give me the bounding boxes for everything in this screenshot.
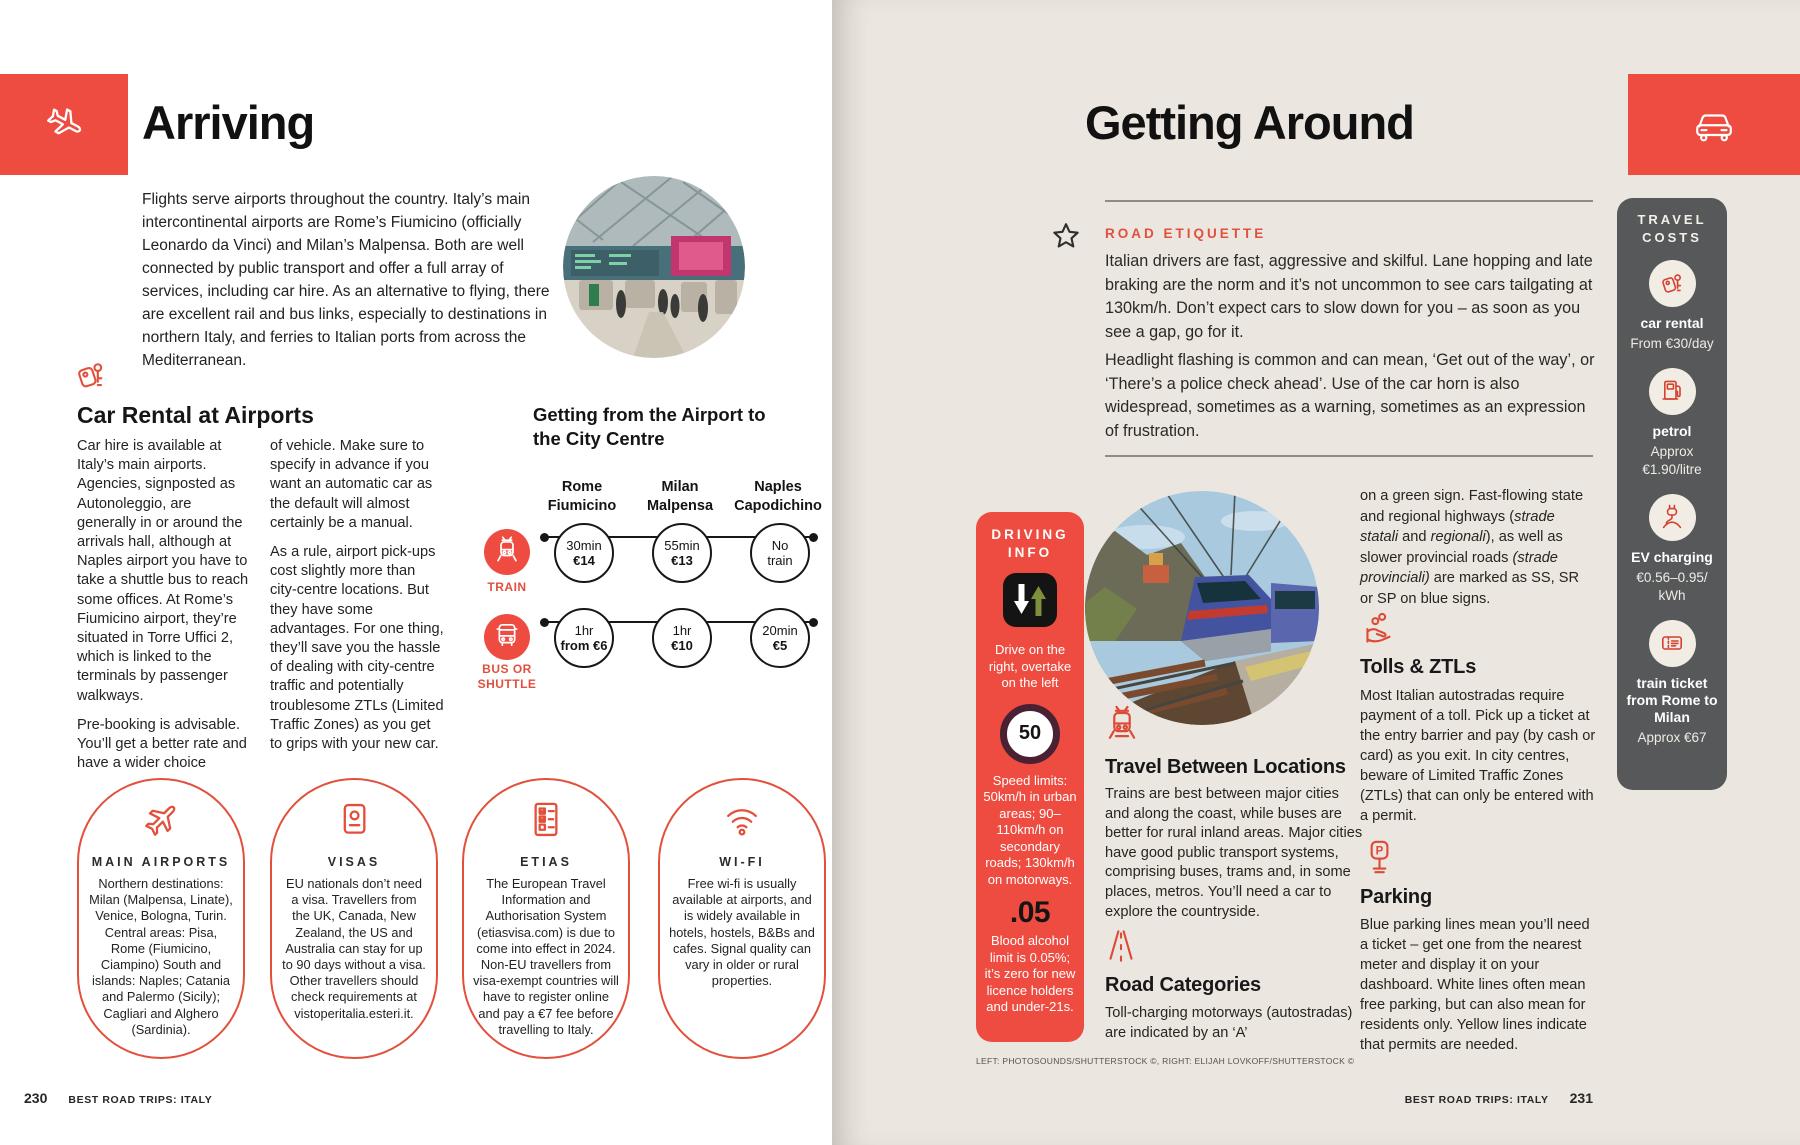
travel-costs-box <box>1617 198 1727 790</box>
capsule-text: The European Travel Information and Authorisation System (etiasvisa.com) is due to come into effect in 2024. Non-EU travellers from visa-exempt countries will have to register online and pay a €7 fee before travelling to Italy. <box>473 876 619 1037</box>
capsule-visas <box>270 778 438 1059</box>
transfer-col-naples: Naples Capodichino <box>734 479 822 514</box>
two-way-arrows-icon <box>1002 572 1058 633</box>
capsule-text: EU nationals don’t need a visa. Travellers from the UK, Canada, New Zealand, the US and Australia can stay for up to 90 days without a visa. Other travellers should check requirements at vistoperitalia.esteri.it. <box>282 876 426 1021</box>
plane-landing-icon <box>41 99 87 150</box>
cell-train-naples: No train <box>750 523 810 583</box>
ev-plug-icon <box>1649 494 1696 541</box>
driving-info-box <box>976 512 1084 1042</box>
drive-side-text: Drive on the right, overtake on the left <box>988 642 1072 690</box>
svg-text:P: P <box>1375 845 1384 858</box>
capsule-text: Free wi-fi is usually available at airports, and is widely available in hotels, hostels, B&Bs and cafes. Signal quality can vary in older or rural properties. <box>669 876 815 989</box>
arriving-banner <box>0 74 128 175</box>
rule-top <box>1105 200 1593 202</box>
intro-paragraph: Flights serve airports throughout the country. Italy’s main intercontinental airports are Rome’s Fiumicino (officially Leonardo da Vinci) and Milan’s Malpensa. Both are well connected by public transport and offer a full array of services, including car hire. As an alternative to flying, there are excellent rail and bus links, especially to destinations in northern Italy, and ferries to Italian ports from across the Mediterranean. <box>142 191 550 369</box>
coastal-train-photo <box>1085 491 1319 725</box>
rule-mid <box>1105 455 1593 457</box>
key-tag-icon <box>70 355 112 402</box>
cost-value: From €30/day <box>1630 336 1714 351</box>
road-etiquette-p2: Headlight flashing is common and can mean, ‘Get out of the way’, or ‘There’s a police check ahead’. Use of the car horn is also widespread, sometimes as a warning, sometimes as an expression of frustration. <box>1105 351 1595 440</box>
car-rental-col1 <box>77 437 251 783</box>
cell-bus-rome: 1hr from €6 <box>554 608 614 668</box>
capsule-etias <box>462 778 630 1059</box>
bus-row-icon-circle <box>484 614 530 660</box>
travel-between-body: Trains are best between major cities and along the coast, while buses are better for rural inland areas. Major cities have good public transport systems, comprising buses, trams and, in some places, metros. You’ll need a car to explore the countryside. <box>1105 786 1363 920</box>
tolls-body: Most Italian autostradas require payment of a toll. Pick up a ticket at the entry barrier and pay (by cash or card) as you exit. In city centres, beware of Limited Traffic Zones (ZTLs) that can only be entered with a permit. <box>1360 688 1596 824</box>
airport-terminal-photo <box>563 176 745 358</box>
road-categories-body: Toll-charging motorways (autostradas) are indicated by an ‘A’ <box>1105 1005 1353 1041</box>
capsule-wifi <box>658 778 826 1059</box>
car-rental-col2 <box>270 437 444 764</box>
photo-credit: LEFT: PHOTOSOUNDS/SHUTTERSTOCK ©, RIGHT: ELIJAH LOVKOFF/SHUTTERSTOCK © <box>976 1056 1355 1066</box>
page-title: Getting Around <box>1085 96 1414 149</box>
road-etiquette-p1: Italian drivers are fast, aggressive and skilful. Lane hopping and late braking are the norm and it’s not uncommon to see cars tailgating at 130km/h. Don’t expect cars to slow down for you – as soon as you see a gap, go for it. <box>1105 252 1593 341</box>
cell-bus-naples: 20min €5 <box>750 608 810 668</box>
cell-train-milan: 55min €13 <box>652 523 712 583</box>
travel-costs-title: TRAVEL COSTS <box>1637 212 1707 245</box>
road-lanes-icon <box>1100 924 1142 971</box>
hand-coins-icon <box>1358 608 1400 655</box>
page-arriving <box>0 0 832 1145</box>
bac-text: Blood alcohol limit is 0.05%; it’s zero for new licence holders and under-21s. <box>984 933 1076 1014</box>
getting-around-banner <box>1628 74 1800 175</box>
road-etiquette-kicker: ROAD ETIQUETTE <box>1105 226 1267 241</box>
car-keys-icon <box>1649 260 1696 307</box>
capsule-title: VISAS <box>327 855 381 869</box>
page-title: Arriving <box>142 96 315 149</box>
tolls-heading: Tolls & ZTLs <box>1360 656 1477 678</box>
parking-body: Blue parking lines mean you’ll need a ticket – get one from the nearest meter and display it on your dashboard. White lines often mean free parking, but can also mean for residents only. Yellow lines indicate that permits are needed. <box>1360 917 1590 1053</box>
road-categories-heading: Road Categories <box>1105 974 1261 996</box>
petrol-pump-icon <box>1649 368 1696 415</box>
parking-heading: Parking <box>1360 886 1432 908</box>
train-row-label: TRAIN <box>487 580 527 594</box>
star-icon <box>1048 220 1084 261</box>
cost-label: train ticket from Rome to Milan <box>1626 674 1718 725</box>
car-rental-col2-p2: As a rule, airport pick-ups cost slightly more than city-centre locations. But they have some advantages. For one thing, they’ll save you the hassle of dealing with city-centre traffic and potentially troublesome ZTLs (Limited Traffic Zones) as you get to grips with your new car. <box>270 544 444 753</box>
plane-icon <box>138 797 184 848</box>
capsule-title: MAIN AIRPORTS <box>91 855 231 869</box>
capsule-text: Northern destinations: Milan (Malpensa, Linate), Venice, Bologna, Turin. Central areas: Pisa, Rome (Fiumicino, Ciampino) South and islands: Naples; Catania and Palermo (Sicily); Cagliari and Alghero (Sardinia). <box>89 876 233 1037</box>
car-icon <box>1688 96 1740 153</box>
driving-info-title: DRIVING INFO <box>991 527 1069 560</box>
car-rental-col2-p1: of vehicle. Make sure to specify in advance if you want an automatic car as the default will almost certainly be a manual. <box>270 438 433 531</box>
page-number: 231 <box>1569 1090 1593 1106</box>
passport-icon <box>331 797 377 848</box>
transfer-col-rome: Rome Fiumicino <box>547 479 617 514</box>
train-ticket-icon <box>1649 620 1696 667</box>
train-front-icon <box>490 533 524 572</box>
bus-row-label: BUS OR SHUTTLE <box>477 662 537 691</box>
book-title: BEST ROAD TRIPS: ITALY <box>1404 1094 1549 1106</box>
book-title: BEST ROAD TRIPS: ITALY <box>68 1094 213 1106</box>
cell-bus-milan: 1hr €10 <box>652 608 712 668</box>
cost-value: Approx €1.90/litre <box>1642 443 1702 477</box>
capsule-title: WI-FI <box>719 855 765 869</box>
train-row-icon-circle <box>484 529 530 575</box>
transfer-col-milan: Milan Malpensa <box>646 479 714 514</box>
car-rental-col1-p2: Pre-booking is advisable. You’ll get a better rate and have a wider choice <box>77 716 247 772</box>
train-front-icon <box>1100 702 1144 751</box>
cost-value: Approx €67 <box>1637 729 1707 745</box>
capsule-title: ETIAS <box>520 855 572 869</box>
wifi-icon <box>719 797 765 848</box>
parking-meter-icon <box>1358 836 1400 883</box>
cost-value: €0.56–0.95/ kWh <box>1636 569 1708 603</box>
car-rental-col1-p1: Car hire is available at Italy’s main airports. Agencies, signposted as Autonoleggio, are generally in or around the arrivals hall, although at Naples airport you have to take a shuttle bus to reach some offices. At Rome’s Fiumicino airport, they’re situated in Torre Uffici 2, which is linked to the terminals by passenger walkways. <box>77 438 249 704</box>
transfer-heading: Getting from the Airport to the City Centre <box>533 404 766 449</box>
cell-train-rome: 30min €14 <box>554 523 614 583</box>
speed-limit-50-sign: 50 <box>1000 704 1060 764</box>
car-rental-heading: Car Rental at Airports <box>77 402 314 428</box>
cost-label: petrol <box>1652 422 1692 439</box>
right-footer <box>1100 1090 1593 1106</box>
page-number: 230 <box>24 1090 48 1106</box>
road-categories-continuation: on a green sign. Fast-flowing state and regional highways (strade statali and regionali), as well as slower provincial roads (strade provinciali) are marked as SS, SR or SP on blue signs. <box>1360 488 1584 607</box>
speed-limits-text: Speed limits: 50km/h in urban areas; 90–110km/h on secondary roads; 130km/h on motorways. <box>983 772 1077 887</box>
left-footer <box>24 1090 212 1106</box>
checklist-icon <box>523 797 569 848</box>
bac-value: .05 <box>1009 896 1051 929</box>
travel-between-heading: Travel Between Locations <box>1105 756 1346 778</box>
cost-label: EV charging <box>1631 548 1713 565</box>
cost-label: car rental <box>1640 315 1704 331</box>
capsule-main-airports <box>77 778 245 1059</box>
bus-front-icon <box>490 618 524 657</box>
